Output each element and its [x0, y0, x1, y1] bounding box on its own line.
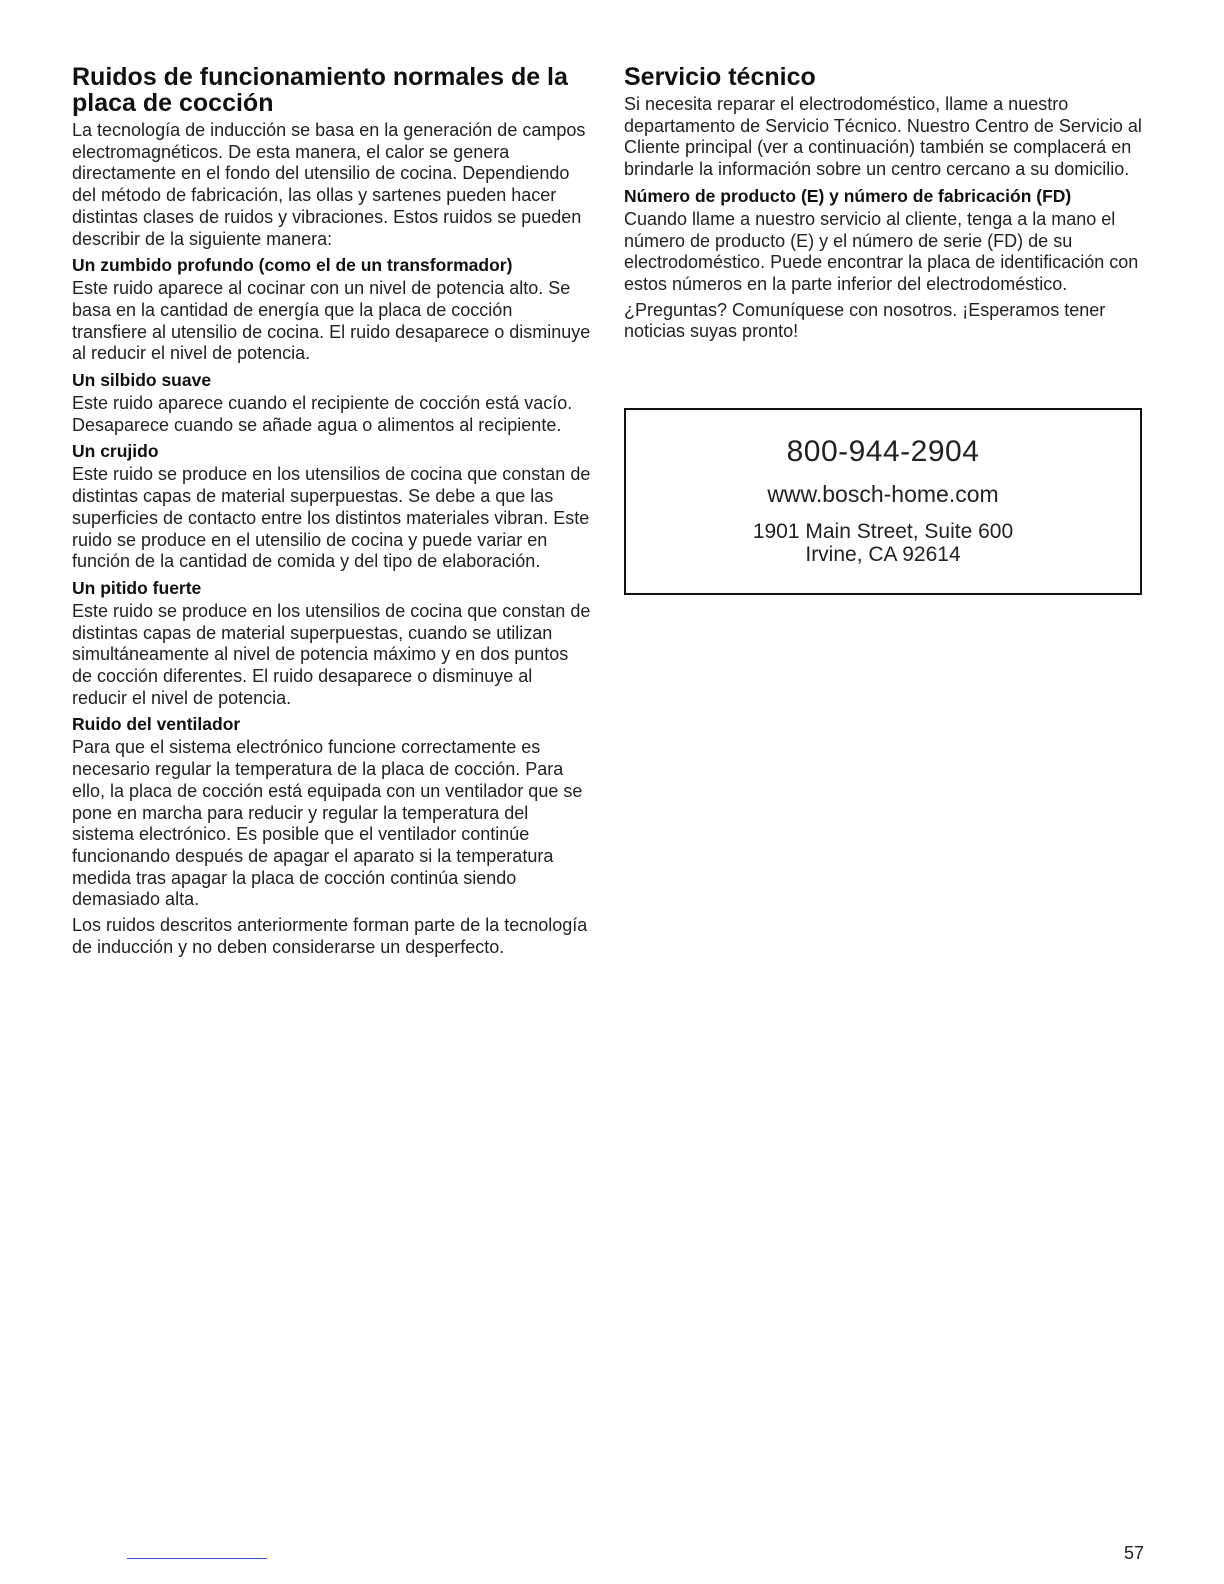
subheading-soft-whistle: Un silbido suave	[72, 370, 212, 391]
section-title-service: Servicio técnico	[624, 63, 816, 91]
footer-divider	[127, 1558, 267, 1559]
subheading-crackle: Un crujido	[72, 441, 159, 462]
subheading-deep-hum: Un zumbido profundo (como el de un transformador)	[72, 255, 513, 276]
closing-paragraph: Los ruidos descritos anteriormente forman parte de la tecnología de inducción y no deben considerarse un desperfecto.	[72, 915, 588, 957]
right-column	[624, 64, 1144, 347]
page-number: 57	[1123, 1543, 1144, 1563]
address-line-1: 1901 Main Street, Suite 600	[752, 520, 1014, 543]
paragraph-deep-hum: Este ruido aparece al cocinar con un nivel de potencia alto. Se basa en la cantidad de energía que la placa de cocción transfiere al utensilio de cocina. El ruido desaparece o disminuye al reducir el nivel de potencia.	[72, 278, 591, 364]
paragraph-loud-beep: Este ruido se produce en los utensilios de cocina que constan de distintas capas de material superpuestas, cuando se utilizan simultáneamente al nivel de potencia máximo y en dos puntos de cocción diferentes. El ruido desaparece o disminuye al reducir el nivel de potencia.	[72, 600, 591, 708]
subheading-loud-beep: Un pitido fuerte	[72, 577, 202, 598]
website-link[interactable]: www.bosch-home.com	[767, 481, 999, 507]
phone-number: 800-944-2904	[786, 435, 980, 468]
left-column	[72, 64, 592, 963]
paragraph-soft-whistle: Este ruido aparece cuando el recipiente de cocción está vacío. Desaparece cuando se añade agua o alimentos al recipiente.	[72, 393, 573, 435]
paragraph-fan-noise: Para que el sistema electrónico funcione correctamente es necesario regular la temperatura de la placa de cocción. Para ello, la placa de cocción está equipada con un ventilador que se pone en marcha para reducir y regular la temperatura del sistema electrónico. Es posible que el ventilador continúe funcionando después de apagar el aparato si la temperatura medida tras apagar la placa de cocción continúa siendo demasiado alta.	[72, 737, 583, 910]
contact-box	[624, 408, 1142, 595]
section-title-noises: Ruidos de funcionamiento normales de la placa de cocción	[72, 63, 568, 117]
subheading-fan-noise: Ruido del ventilador	[72, 714, 241, 735]
questions-paragraph: ¿Preguntas? Comuníquese con nosotros. ¡Esperamos tener noticias suyas pronto!	[624, 299, 1106, 342]
paragraph-product-number: Cuando llame a nuestro servicio al cliente, tenga a la mano el número de producto (E) y el número de serie (FD) de su electrodoméstico. Puede encontrar la placa de identificación con estos números en la parte inferior del electrodoméstico.	[624, 208, 1139, 294]
intro-paragraph: La tecnología de inducción se basa en la generación de campos electromagnéticos. De esta manera, el calor se genera directamente en el fondo del utensilio de cocina. Dependiendo del método de fabricación, las ollas y sartenes pueden hacer distintas clases de ruidos y vibraciones. Estos ruidos se pueden describir de la siguiente manera:	[72, 120, 586, 249]
service-intro-paragraph: Si necesita reparar el electrodoméstico, llame a nuestro departamento de Servicio Técnico. Nuestro Centro de Servicio al Cliente principal (ver a continuación) también se complacerá en brindarle la información sobre un centro cercano a su domicilio.	[624, 94, 1142, 180]
subheading-product-number: Número de producto (E) y número de fabricación (FD)	[624, 185, 1072, 206]
address-line-2: Irvine, CA 92614	[805, 543, 961, 566]
paragraph-crackle: Este ruido se produce en los utensilios de cocina que constan de distintas capas de material superpuestas. Se debe a que las superficies de contacto entre los distintos materiales vibran. Este ruido se produce en el utensilio de cocina y puede variar en función de la cantidad de comida y del tipo de elaboración.	[72, 464, 591, 572]
